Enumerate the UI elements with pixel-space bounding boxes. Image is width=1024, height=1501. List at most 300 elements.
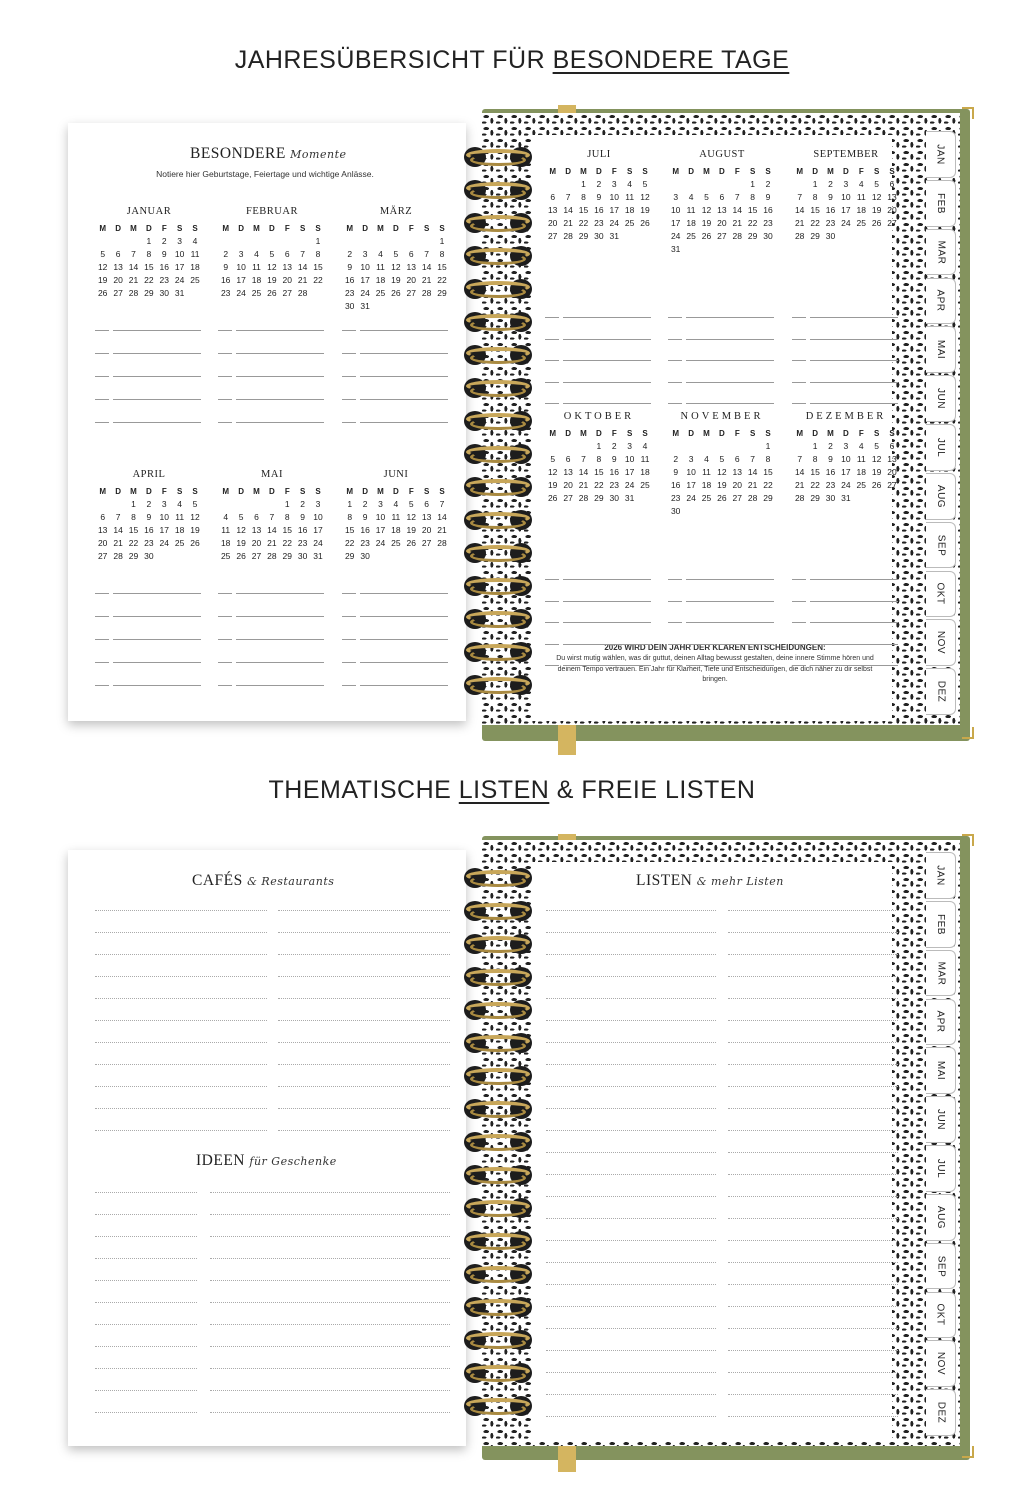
day-cell[interactable]: 9	[673, 467, 679, 477]
day-cell[interactable]: 30	[763, 231, 773, 241]
day-cell[interactable]: 21	[747, 480, 758, 490]
day-cell[interactable]: 25	[251, 288, 262, 298]
list-line-right[interactable]	[728, 1086, 898, 1087]
day-cell[interactable]: 10	[841, 454, 851, 464]
note-line-text[interactable]	[360, 639, 448, 640]
note-line-text[interactable]	[686, 644, 774, 645]
day-cell[interactable]: 21	[794, 218, 805, 228]
day-cell[interactable]: 8	[284, 512, 290, 522]
day-cell[interactable]: 21	[297, 275, 308, 285]
day-cell[interactable]: 1	[581, 179, 586, 189]
note-line-date[interactable]	[668, 382, 682, 383]
day-cell[interactable]: 24	[174, 275, 185, 285]
day-cell[interactable]: 30	[825, 231, 836, 241]
day-cell[interactable]: 18	[190, 262, 200, 272]
note-line-text[interactable]	[810, 317, 898, 318]
note-line-date[interactable]	[218, 639, 232, 640]
day-cell[interactable]: 28	[747, 493, 758, 503]
day-cell[interactable]: 30	[344, 301, 355, 311]
day-cell[interactable]: 25	[701, 493, 712, 503]
note-line-text[interactable]	[686, 360, 774, 361]
idea-line-text[interactable]	[210, 1368, 450, 1369]
idea-line-text[interactable]	[210, 1236, 450, 1237]
day-cell[interactable]: 12	[406, 512, 416, 522]
list-line-right[interactable]	[728, 1108, 898, 1109]
note-line-date[interactable]	[95, 399, 109, 400]
day-cell[interactable]: 19	[701, 218, 712, 228]
day-cell[interactable]: 8	[347, 512, 353, 522]
day-cell[interactable]: 22	[747, 218, 758, 228]
note-line-text[interactable]	[360, 593, 448, 594]
day-cell[interactable]: 5	[393, 249, 399, 259]
day-cell[interactable]: 30	[297, 551, 308, 561]
day-cell[interactable]: 20	[717, 218, 727, 228]
day-cell[interactable]: 22	[763, 480, 773, 490]
month-tabs[interactable]	[926, 852, 962, 1440]
cafe-line-left[interactable]	[95, 954, 267, 955]
note-line-date[interactable]	[668, 665, 682, 666]
list-line-right[interactable]	[728, 1196, 898, 1197]
day-cell[interactable]: 30	[144, 551, 154, 561]
list-line-right[interactable]	[728, 910, 898, 911]
note-line-text[interactable]	[686, 339, 774, 340]
day-cell[interactable]: 4	[192, 236, 198, 246]
day-cell[interactable]: 4	[858, 441, 864, 451]
day-cell[interactable]: 13	[406, 262, 416, 272]
note-line-date[interactable]	[95, 353, 109, 354]
note-line-text[interactable]	[810, 622, 898, 623]
note-line-date[interactable]	[95, 330, 109, 331]
day-cell[interactable]: 14	[297, 262, 308, 272]
day-cell[interactable]: 11	[175, 512, 185, 522]
idea-line-text[interactable]	[210, 1302, 450, 1303]
day-cell[interactable]: 25	[391, 538, 401, 548]
day-cell[interactable]: 30	[670, 506, 681, 516]
day-cell[interactable]: 7	[565, 192, 571, 202]
note-line-date[interactable]	[342, 685, 356, 686]
note-line-date[interactable]	[545, 622, 559, 623]
note-line-text[interactable]	[563, 601, 651, 602]
day-cell[interactable]: 7	[269, 512, 275, 522]
day-cell[interactable]: 12	[267, 262, 277, 272]
list-line-right[interactable]	[728, 1328, 898, 1329]
day-cell[interactable]: 8	[439, 249, 445, 259]
note-line-text[interactable]	[810, 360, 898, 361]
note-line-date[interactable]	[668, 317, 682, 318]
day-cell[interactable]: 15	[344, 525, 355, 535]
day-cell[interactable]: 1	[812, 179, 818, 189]
day-cell[interactable]: 28	[267, 551, 277, 561]
note-line-date[interactable]	[218, 399, 232, 400]
idea-line-name[interactable]	[95, 1236, 197, 1237]
day-cell[interactable]: 23	[670, 493, 681, 503]
day-cell[interactable]: 10	[375, 512, 386, 522]
day-cell[interactable]: 7	[439, 499, 445, 509]
note-line-date[interactable]	[792, 579, 806, 580]
day-cell[interactable]: 25	[856, 218, 866, 228]
day-cell[interactable]: 29	[128, 551, 139, 561]
day-cell[interactable]: 4	[254, 249, 259, 259]
day-cell[interactable]: 31	[313, 551, 323, 561]
note-line-text[interactable]	[113, 593, 201, 594]
day-cell[interactable]: 4	[704, 454, 709, 464]
day-cell[interactable]: 2	[362, 499, 368, 509]
list-line-right[interactable]	[728, 1240, 898, 1241]
day-cell[interactable]: 1	[765, 441, 771, 451]
note-line-text[interactable]	[686, 382, 774, 383]
idea-line-text[interactable]	[210, 1390, 450, 1391]
day-cell[interactable]: 2	[300, 499, 306, 509]
day-cell[interactable]: 6	[719, 192, 725, 202]
note-line-text[interactable]	[563, 622, 651, 623]
day-cell[interactable]: 17	[686, 480, 696, 490]
month-tabs[interactable]	[926, 131, 962, 719]
day-cell[interactable]: 9	[611, 454, 617, 464]
day-cell[interactable]: 16	[297, 525, 308, 535]
list-line-right[interactable]	[728, 1416, 898, 1417]
day-cell[interactable]: 26	[406, 538, 416, 548]
day-cell[interactable]: 6	[889, 441, 895, 451]
day-cell[interactable]: 15	[313, 262, 323, 272]
note-line-date[interactable]	[342, 616, 356, 617]
day-cell[interactable]: 8	[765, 454, 771, 464]
day-cell[interactable]: 16	[609, 467, 619, 477]
day-cell[interactable]: 21	[732, 218, 742, 228]
note-line-date[interactable]	[218, 376, 232, 377]
day-cell[interactable]: 26	[871, 480, 882, 490]
tab-feb[interactable]	[926, 901, 956, 948]
day-cell[interactable]: 29	[810, 493, 820, 503]
day-cell[interactable]: 24	[375, 538, 386, 548]
cafe-line-right[interactable]	[278, 954, 450, 955]
day-cell[interactable]: 28	[113, 551, 123, 561]
day-cell[interactable]: 19	[97, 275, 108, 285]
cafe-line-left[interactable]	[95, 976, 267, 977]
list-line-left[interactable]	[546, 1218, 716, 1219]
note-line-date[interactable]	[668, 644, 682, 645]
day-cell[interactable]: 25	[190, 275, 200, 285]
note-line-date[interactable]	[545, 339, 559, 340]
day-cell[interactable]: 16	[670, 480, 681, 490]
day-cell[interactable]: 7	[115, 512, 121, 522]
note-line-date[interactable]	[792, 339, 806, 340]
note-line-text[interactable]	[686, 579, 774, 580]
day-cell[interactable]: 6	[408, 249, 414, 259]
day-cell[interactable]: 13	[113, 262, 123, 272]
day-cell[interactable]: 30	[360, 551, 370, 561]
day-cell[interactable]: 28	[794, 493, 805, 503]
day-cell[interactable]: 29	[594, 493, 604, 503]
day-cell[interactable]: 28	[732, 231, 742, 241]
day-cell[interactable]: 23	[763, 218, 773, 228]
day-cell[interactable]: 15	[128, 525, 139, 535]
day-cell[interactable]: 5	[874, 441, 880, 451]
note-line-date[interactable]	[792, 665, 806, 666]
day-cell[interactable]: 30	[159, 288, 169, 298]
note-line-text[interactable]	[113, 662, 201, 663]
note-line-date[interactable]	[342, 662, 356, 663]
tab-okt[interactable]	[926, 1292, 956, 1339]
day-cell[interactable]: 5	[642, 179, 648, 189]
day-cell[interactable]: 22	[810, 480, 820, 490]
list-line-left[interactable]	[546, 1416, 716, 1417]
note-line-text[interactable]	[360, 662, 448, 663]
day-cell[interactable]: 11	[391, 512, 401, 522]
day-cell[interactable]: 3	[843, 179, 849, 189]
day-cell[interactable]: 23	[220, 288, 231, 298]
day-cell[interactable]: 30	[594, 231, 604, 241]
day-cell[interactable]: 27	[887, 480, 897, 490]
day-cell[interactable]: 21	[794, 480, 805, 490]
cafe-line-left[interactable]	[95, 1064, 267, 1065]
list-line-right[interactable]	[728, 1350, 898, 1351]
note-line-date[interactable]	[95, 685, 109, 686]
cafe-line-left[interactable]	[95, 910, 267, 911]
note-line-text[interactable]	[236, 330, 324, 331]
note-line-date[interactable]	[218, 422, 232, 423]
day-cell[interactable]: 29	[810, 231, 820, 241]
cafe-line-right[interactable]	[278, 1108, 450, 1109]
idea-line-text[interactable]	[210, 1346, 450, 1347]
day-cell[interactable]: 22	[344, 538, 355, 548]
list-line-left[interactable]	[546, 1372, 716, 1373]
day-cell[interactable]: 31	[360, 301, 370, 311]
note-line-text[interactable]	[236, 422, 324, 423]
day-cell[interactable]: 14	[578, 467, 589, 477]
day-cell[interactable]: 18	[220, 538, 231, 548]
day-cell[interactable]: 9	[828, 454, 833, 464]
idea-line-name[interactable]	[95, 1258, 197, 1259]
day-cell[interactable]: 20	[113, 275, 123, 285]
day-cell[interactable]: 30	[609, 493, 619, 503]
note-line-text[interactable]	[236, 662, 324, 663]
note-line-date[interactable]	[668, 339, 682, 340]
day-cell[interactable]: 15	[578, 205, 589, 215]
day-cell[interactable]: 13	[97, 525, 108, 535]
list-line-right[interactable]	[728, 1218, 898, 1219]
list-line-right[interactable]	[728, 1284, 898, 1285]
list-line-left[interactable]	[546, 1152, 716, 1153]
note-line-date[interactable]	[668, 579, 682, 580]
day-cell[interactable]: 18	[856, 205, 866, 215]
cafe-line-right[interactable]	[278, 1064, 450, 1065]
list-line-right[interactable]	[728, 1174, 898, 1175]
day-cell[interactable]: 8	[812, 192, 818, 202]
note-line-text[interactable]	[686, 622, 774, 623]
day-cell[interactable]: 25	[375, 288, 386, 298]
note-line-date[interactable]	[95, 376, 109, 377]
day-cell[interactable]: 10	[841, 192, 851, 202]
day-cell[interactable]: 12	[871, 454, 882, 464]
day-cell[interactable]: 17	[174, 262, 185, 272]
day-cell[interactable]: 17	[609, 205, 619, 215]
note-line-date[interactable]	[342, 353, 356, 354]
note-line-text[interactable]	[563, 360, 651, 361]
note-line-text[interactable]	[236, 616, 324, 617]
day-cell[interactable]: 7	[300, 249, 306, 259]
tab-aug[interactable]	[926, 473, 956, 520]
day-cell[interactable]: 15	[810, 467, 820, 477]
day-cell[interactable]: 13	[717, 205, 727, 215]
idea-line-text[interactable]	[210, 1258, 450, 1259]
cafe-line-right[interactable]	[278, 1086, 450, 1087]
note-line-date[interactable]	[792, 601, 806, 602]
day-cell[interactable]: 1	[750, 179, 756, 189]
day-cell[interactable]: 10	[313, 512, 323, 522]
note-line-text[interactable]	[113, 685, 201, 686]
day-cell[interactable]: 1	[812, 441, 818, 451]
day-cell[interactable]: 16	[360, 525, 370, 535]
day-cell[interactable]: 27	[113, 288, 123, 298]
day-cell[interactable]: 29	[144, 288, 154, 298]
day-cell[interactable]: 17	[375, 525, 386, 535]
day-cell[interactable]: 10	[686, 467, 696, 477]
day-cell[interactable]: 8	[812, 454, 818, 464]
day-cell[interactable]: 12	[190, 512, 200, 522]
tab-dez[interactable]	[926, 668, 956, 715]
idea-line-name[interactable]	[95, 1192, 197, 1193]
day-cell[interactable]: 26	[190, 538, 200, 548]
day-cell[interactable]: 2	[347, 249, 353, 259]
day-cell[interactable]: 3	[238, 249, 244, 259]
tab-jun[interactable]	[926, 1096, 956, 1143]
note-line-text[interactable]	[360, 616, 448, 617]
note-line-text[interactable]	[360, 422, 448, 423]
tab-jul[interactable]	[926, 1145, 956, 1192]
day-cell[interactable]: 10	[360, 262, 370, 272]
day-cell[interactable]: 20	[421, 525, 432, 535]
note-line-text[interactable]	[236, 353, 324, 354]
list-line-left[interactable]	[546, 1174, 716, 1175]
note-line-text[interactable]	[236, 593, 324, 594]
note-line-text[interactable]	[686, 403, 774, 404]
note-line-date[interactable]	[95, 422, 109, 423]
list-line-right[interactable]	[728, 1394, 898, 1395]
day-cell[interactable]: 3	[627, 441, 633, 451]
day-cell[interactable]: 31	[609, 231, 619, 241]
day-cell[interactable]: 24	[841, 480, 851, 490]
note-line-date[interactable]	[668, 360, 682, 361]
note-line-date[interactable]	[668, 622, 682, 623]
day-cell[interactable]: 11	[856, 454, 866, 464]
tab-jan[interactable]	[926, 852, 956, 899]
note-line-text[interactable]	[563, 339, 651, 340]
note-line-text[interactable]	[686, 665, 774, 666]
day-cell[interactable]: 9	[146, 512, 152, 522]
note-line-text[interactable]	[810, 403, 898, 404]
day-cell[interactable]: 15	[747, 205, 758, 215]
day-cell[interactable]: 14	[794, 467, 805, 477]
day-cell[interactable]: 14	[267, 525, 277, 535]
day-cell[interactable]: 22	[578, 218, 589, 228]
day-cell[interactable]: 2	[673, 454, 679, 464]
day-cell[interactable]: 9	[223, 262, 229, 272]
day-cell[interactable]: 4	[393, 499, 399, 509]
day-cell[interactable]: 3	[843, 441, 849, 451]
day-cell[interactable]: 13	[282, 262, 292, 272]
note-line-date[interactable]	[218, 353, 232, 354]
day-cell[interactable]: 6	[565, 454, 571, 464]
day-cell[interactable]: 27	[282, 288, 292, 298]
tab-jan[interactable]	[926, 131, 956, 178]
day-cell[interactable]: 31	[174, 288, 185, 298]
day-cell[interactable]: 9	[362, 512, 368, 522]
day-cell[interactable]: 25	[686, 231, 696, 241]
day-cell[interactable]: 6	[254, 512, 259, 522]
day-cell[interactable]: 5	[238, 512, 244, 522]
day-cell[interactable]: 2	[223, 249, 229, 259]
note-line-text[interactable]	[360, 399, 448, 400]
list-line-left[interactable]	[546, 1306, 716, 1307]
day-cell[interactable]: 9	[828, 192, 833, 202]
note-line-date[interactable]	[792, 360, 806, 361]
day-cell[interactable]: 23	[344, 288, 355, 298]
note-line-text[interactable]	[563, 403, 651, 404]
day-cell[interactable]: 26	[547, 493, 558, 503]
idea-line-name[interactable]	[95, 1390, 197, 1391]
day-cell[interactable]: 25	[640, 480, 650, 490]
tab-feb[interactable]	[926, 180, 956, 227]
day-cell[interactable]: 23	[594, 218, 604, 228]
day-cell[interactable]: 3	[315, 499, 321, 509]
day-cell[interactable]: 24	[236, 288, 246, 298]
day-cell[interactable]: 12	[717, 467, 727, 477]
day-cell[interactable]: 26	[701, 231, 712, 241]
day-cell[interactable]: 14	[563, 205, 573, 215]
tab-dez[interactable]	[926, 1389, 956, 1436]
day-cell[interactable]: 7	[797, 192, 803, 202]
day-cell[interactable]: 9	[161, 249, 167, 259]
day-cell[interactable]: 14	[732, 205, 742, 215]
idea-line-name[interactable]	[95, 1302, 197, 1303]
day-cell[interactable]: 31	[841, 493, 851, 503]
note-line-text[interactable]	[563, 665, 651, 666]
day-cell[interactable]: 27	[421, 538, 432, 548]
day-cell[interactable]: 12	[640, 192, 650, 202]
note-line-date[interactable]	[342, 399, 356, 400]
day-cell[interactable]: 3	[362, 249, 368, 259]
day-cell[interactable]: 4	[858, 179, 864, 189]
day-cell[interactable]: 12	[701, 205, 712, 215]
day-cell[interactable]: 1	[131, 499, 136, 509]
list-line-right[interactable]	[728, 1152, 898, 1153]
day-cell[interactable]: 24	[670, 231, 681, 241]
day-cell[interactable]: 19	[190, 525, 200, 535]
day-cell[interactable]: 16	[344, 275, 355, 285]
note-line-text[interactable]	[113, 376, 201, 377]
day-cell[interactable]: 18	[686, 218, 696, 228]
day-cell[interactable]: 6	[424, 499, 430, 509]
day-cell[interactable]: 18	[640, 467, 650, 477]
day-cell[interactable]: 26	[97, 288, 108, 298]
note-line-text[interactable]	[360, 330, 448, 331]
note-line-text[interactable]	[113, 330, 201, 331]
note-line-date[interactable]	[668, 403, 682, 404]
cafe-line-right[interactable]	[278, 1020, 450, 1021]
list-line-right[interactable]	[728, 1372, 898, 1373]
day-cell[interactable]: 19	[871, 205, 882, 215]
day-cell[interactable]: 24	[609, 218, 619, 228]
day-cell[interactable]: 4	[177, 499, 183, 509]
idea-line-name[interactable]	[95, 1324, 197, 1325]
day-cell[interactable]: 18	[375, 275, 386, 285]
day-cell[interactable]: 16	[763, 205, 773, 215]
day-cell[interactable]: 20	[887, 205, 897, 215]
day-cell[interactable]: 26	[640, 218, 650, 228]
day-cell[interactable]: 3	[611, 179, 617, 189]
day-cell[interactable]: 7	[797, 454, 803, 464]
list-line-left[interactable]	[546, 1394, 716, 1395]
